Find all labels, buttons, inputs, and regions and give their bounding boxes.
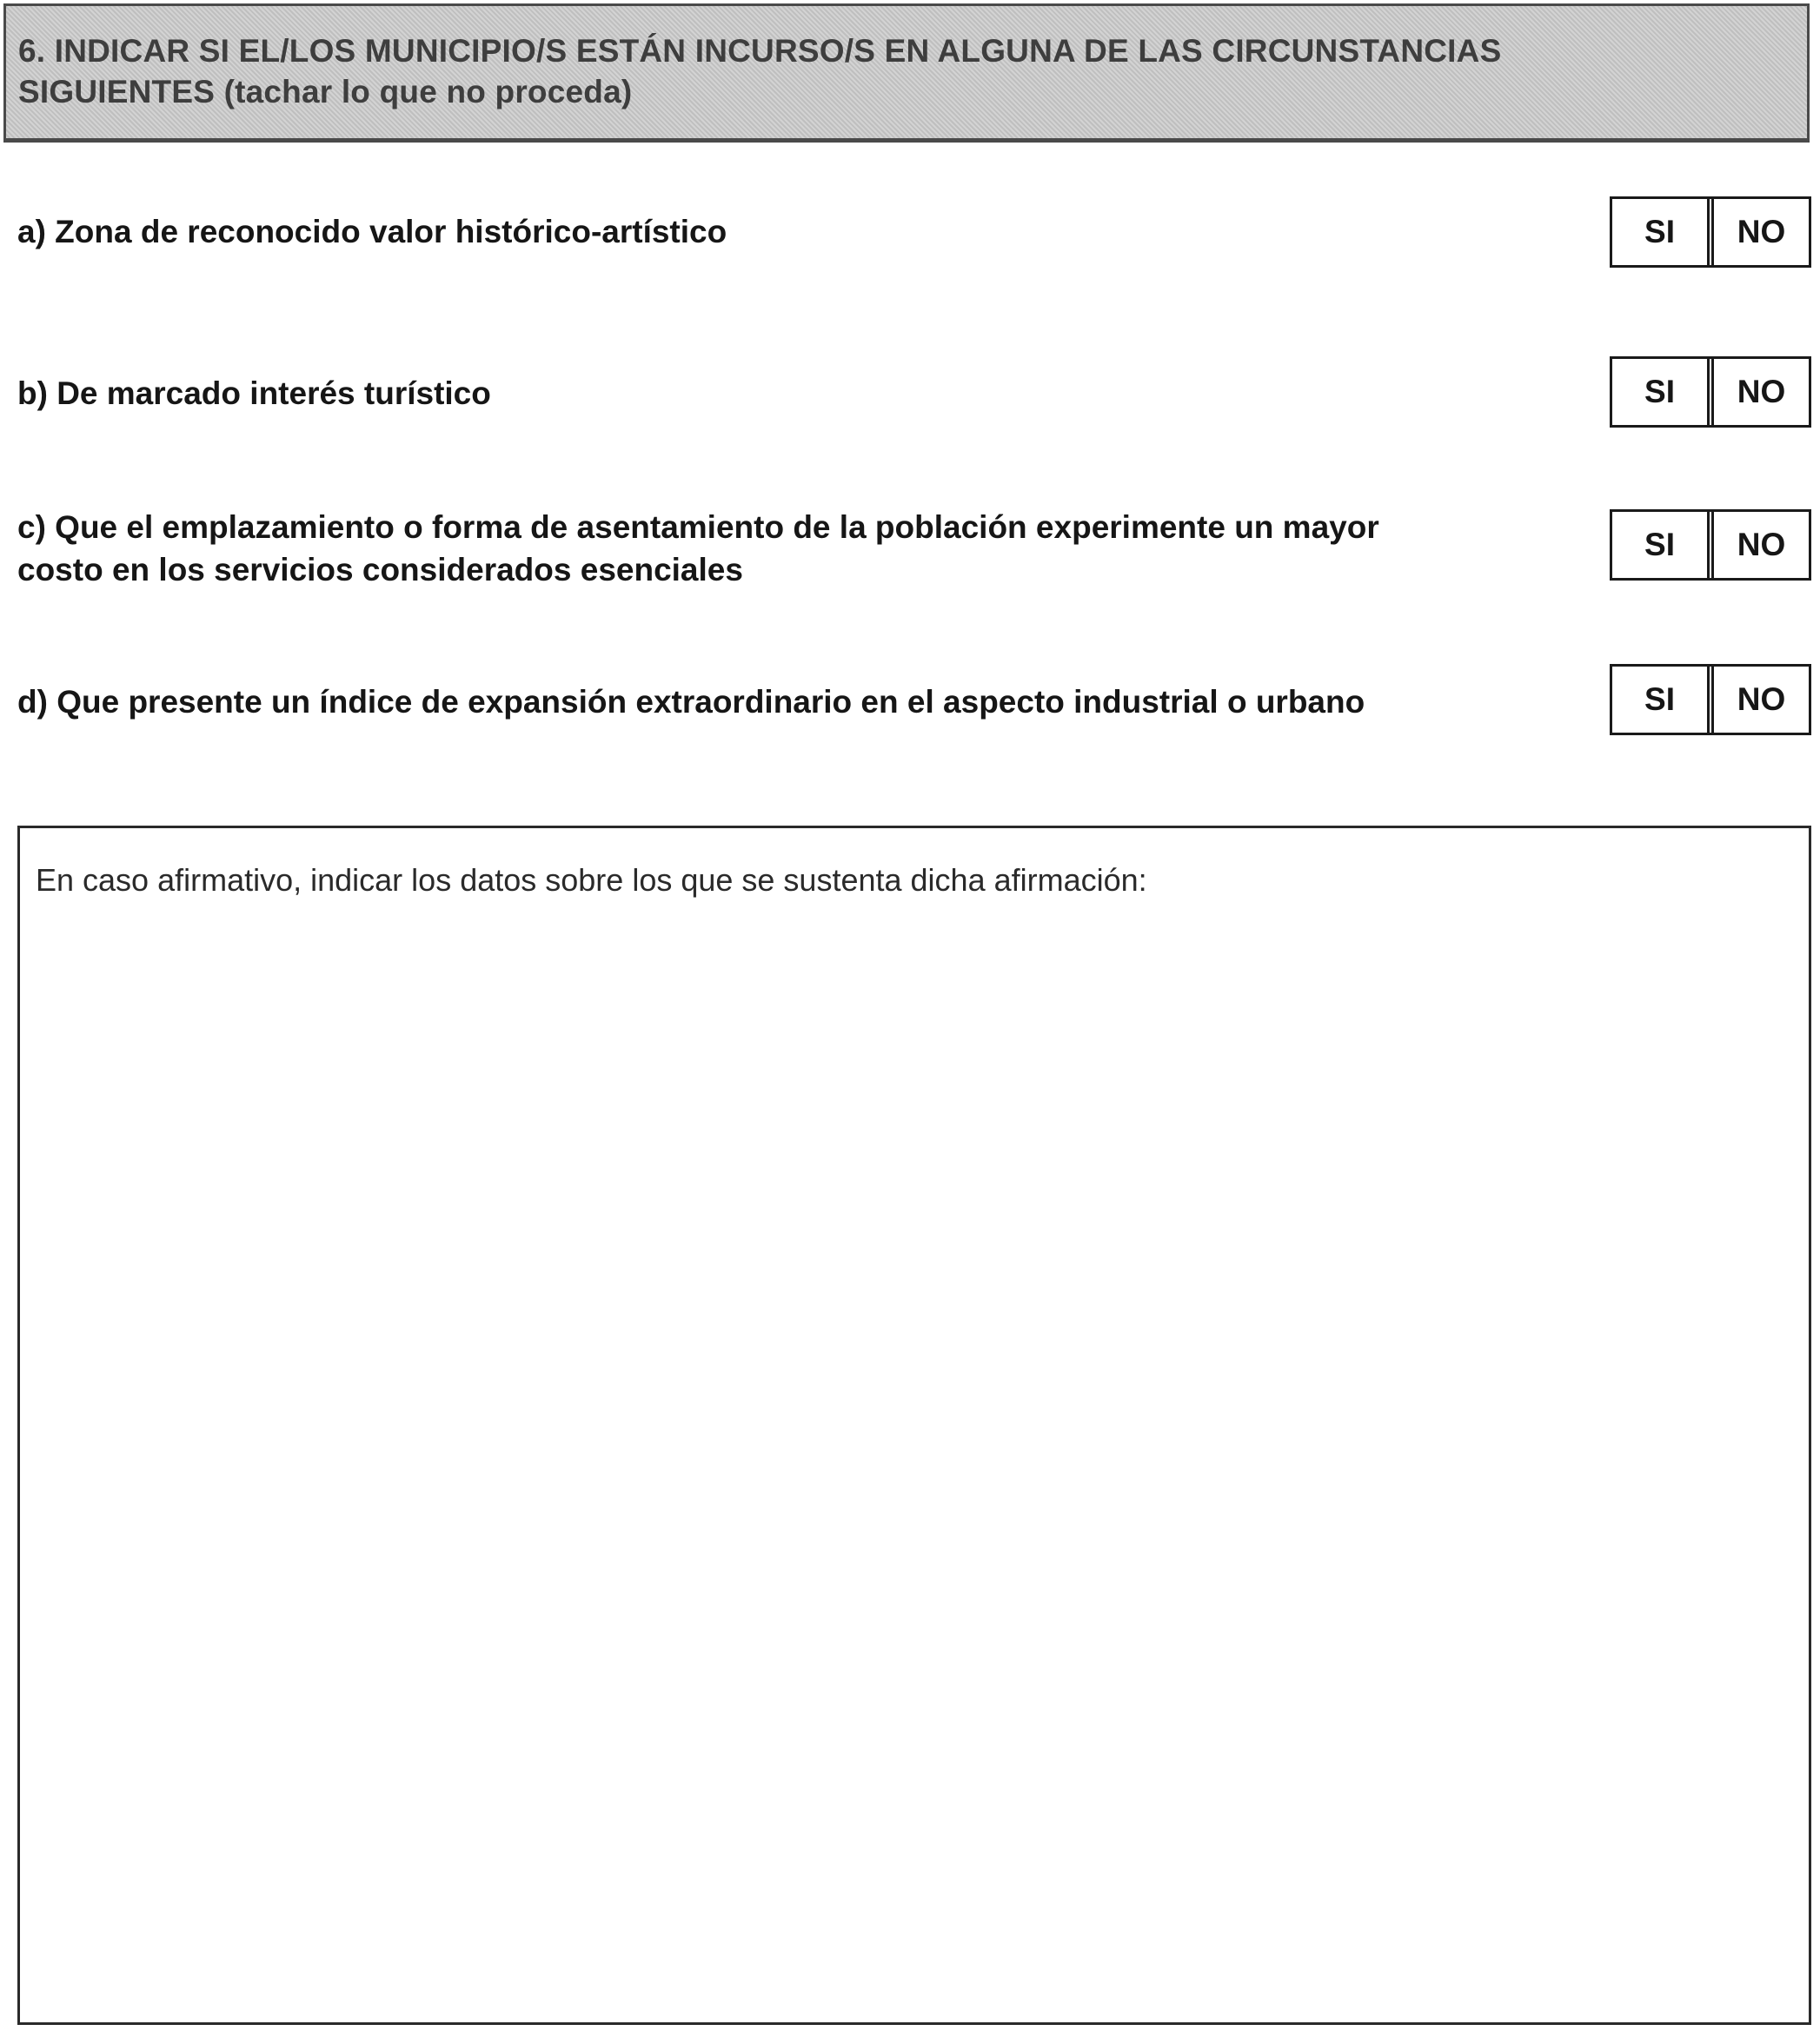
section-title-line-2: SIGUIENTES (tachar lo que no proceda) <box>18 74 633 110</box>
question-c-yes-no-box <box>1610 509 1811 581</box>
question-d-yes-no-box <box>1610 664 1811 735</box>
section-title-line-1: 6. INDICAR SI EL/LOS MUNICIPIO/S ESTÁN INCURSO/S EN ALGUNA DE LAS CIRCUNSTANCIAS <box>18 33 1502 69</box>
details-box <box>17 826 1811 2025</box>
question-c-no-option[interactable]: NO <box>1711 512 1809 578</box>
question-b-si-option[interactable]: SI <box>1612 359 1710 425</box>
details-label: En caso afirmativo, indicar los datos sobre los que se sustenta dicha afirmación: <box>36 862 1147 898</box>
question-d-no-option[interactable]: NO <box>1711 667 1809 733</box>
question-a-no-option[interactable]: NO <box>1711 199 1809 265</box>
section-header <box>3 3 1810 143</box>
question-a-yes-no-box <box>1610 196 1811 268</box>
question-c-label-line-2: costo en los servicios considerados esenciales <box>17 552 743 587</box>
question-d-si-option[interactable]: SI <box>1612 667 1710 733</box>
question-c-label-line-1: c) Que el emplazamiento o forma de asentamiento de la población experimente un mayor <box>17 509 1379 545</box>
question-a-si-option[interactable]: SI <box>1612 199 1710 265</box>
question-c-si-option[interactable]: SI <box>1612 512 1710 578</box>
question-b-label: b) De marcado interés turístico <box>17 375 491 411</box>
question-a-label: a) Zona de reconocido valor histórico-artístico <box>17 214 727 249</box>
details-textarea[interactable] <box>29 915 1800 2014</box>
question-d-label: d) Que presente un índice de expansión extraordinario en el aspecto industrial o urbano <box>17 684 1365 720</box>
question-c-label <box>17 506 1582 591</box>
question-b-yes-no-box <box>1610 356 1811 428</box>
question-b-no-option[interactable]: NO <box>1711 359 1809 425</box>
